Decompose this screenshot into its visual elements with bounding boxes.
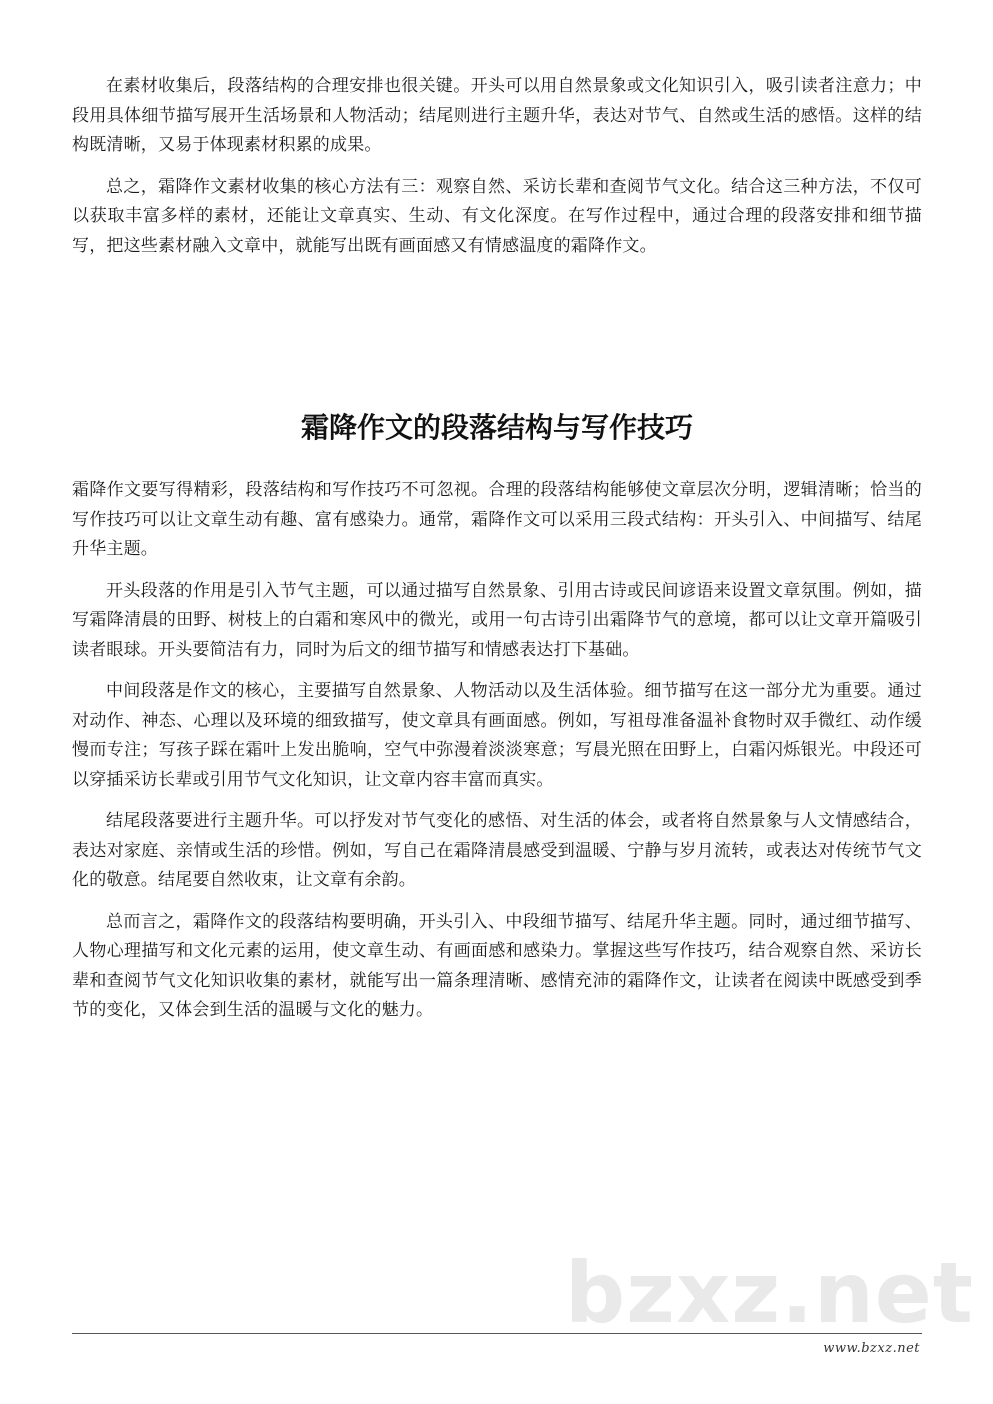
paragraph-opening: 开头段落的作用是引入节气主题，可以通过描写自然景象、引用古诗或民间谚语来设置文章氛围。例如，描写霜降清晨的田野、树枝上的白霜和寒风中的微光，或用一句古诗引出霜降节气的意境，都可以让文章开篇吸引读者眼球。开头要简洁有力，同时为后文的细节描写和情感表达打下基础。 — [72, 580, 922, 660]
section2-body — [72, 476, 922, 1026]
footer-url: www.bzxz.net — [823, 1341, 920, 1356]
watermark-logo: bzxz.net — [565, 1244, 974, 1342]
paragraph-conclusion: 总而言之，霜降作文的段落结构要明确，开头引入、中段细节描写、结尾升华主题。同时，通过细节描写、人物心理描写和文化元素的运用，使文章生动、有画面感和感染力。掌握这些写作技巧，结合观察自然、采访长辈和查阅节气文化知识收集的素材，就能写出一篇条理清晰、感情充沛的霜降作文，让读者在阅读中既感受到季节的变化，又体会到生活的温暖与文化的魅力。 — [72, 911, 922, 1020]
paragraph-summary-methods: 总之，霜降作文素材收集的核心方法有三：观察自然、采访长辈和查阅节气文化。结合这三种方法，不仅可以获取丰富多样的素材，还能让文章真实、生动、有文化深度。在写作过程中，通过合理的段落安排和细节描写，把这些素材融入文章中，就能写出既有画面感又有情感温度的霜降作文。 — [72, 176, 922, 256]
footer-divider — [72, 1333, 922, 1334]
paragraph-intro: 霜降作文要写得精彩，段落结构和写作技巧不可忽视。合理的段落结构能够使文章层次分明，逻辑清晰；恰当的写作技巧可以让文章生动有趣、富有感染力。通常，霜降作文可以采用三段式结构：开头引入、中间描写、结尾升华主题。 — [72, 480, 922, 559]
section1-body — [72, 72, 922, 261]
paragraph-ending: 结尾段落要进行主题升华。可以抒发对节气变化的感悟、对生活的体会，或者将自然景象与人文情感结合，表达对家庭、亲情或生活的珍惜。例如，写自己在霜降清晨感受到温暖、宁静与岁月流转，或表达对传统节气文化的敬意。结尾要自然收束，让文章有余韵。 — [72, 811, 922, 890]
section-title: 霜降作文的段落结构与写作技巧 — [300, 411, 693, 444]
paragraph-middle: 中间段落是作文的核心，主要描写自然景象、人物活动以及生活体验。细节描写在这一部分尤为重要。通过对动作、神态、心理以及环境的细致描写，使文章具有画面感。例如，写祖母准备温补食物时双手微红、动作缓慢而专注；写孩子踩在霜叶上发出脆响，空气中弥漫着淡淡寒意；写晨光照在田野上，白霜闪烁银光。中段还可以穿插采访长辈或引用节气文化知识，让文章内容丰富而真实。 — [72, 681, 922, 790]
paragraph-structure-arrangement: 在素材收集后，段落结构的合理安排也很关键。开头可以用自然景象或文化知识引入，吸引读者注意力；中段用具体细节描写展开生活场景和人物活动；结尾则进行主题升华，表达对节气、自然或生活的感悟。这样的结构既清晰，又易于体现素材积累的成果。 — [72, 76, 922, 155]
